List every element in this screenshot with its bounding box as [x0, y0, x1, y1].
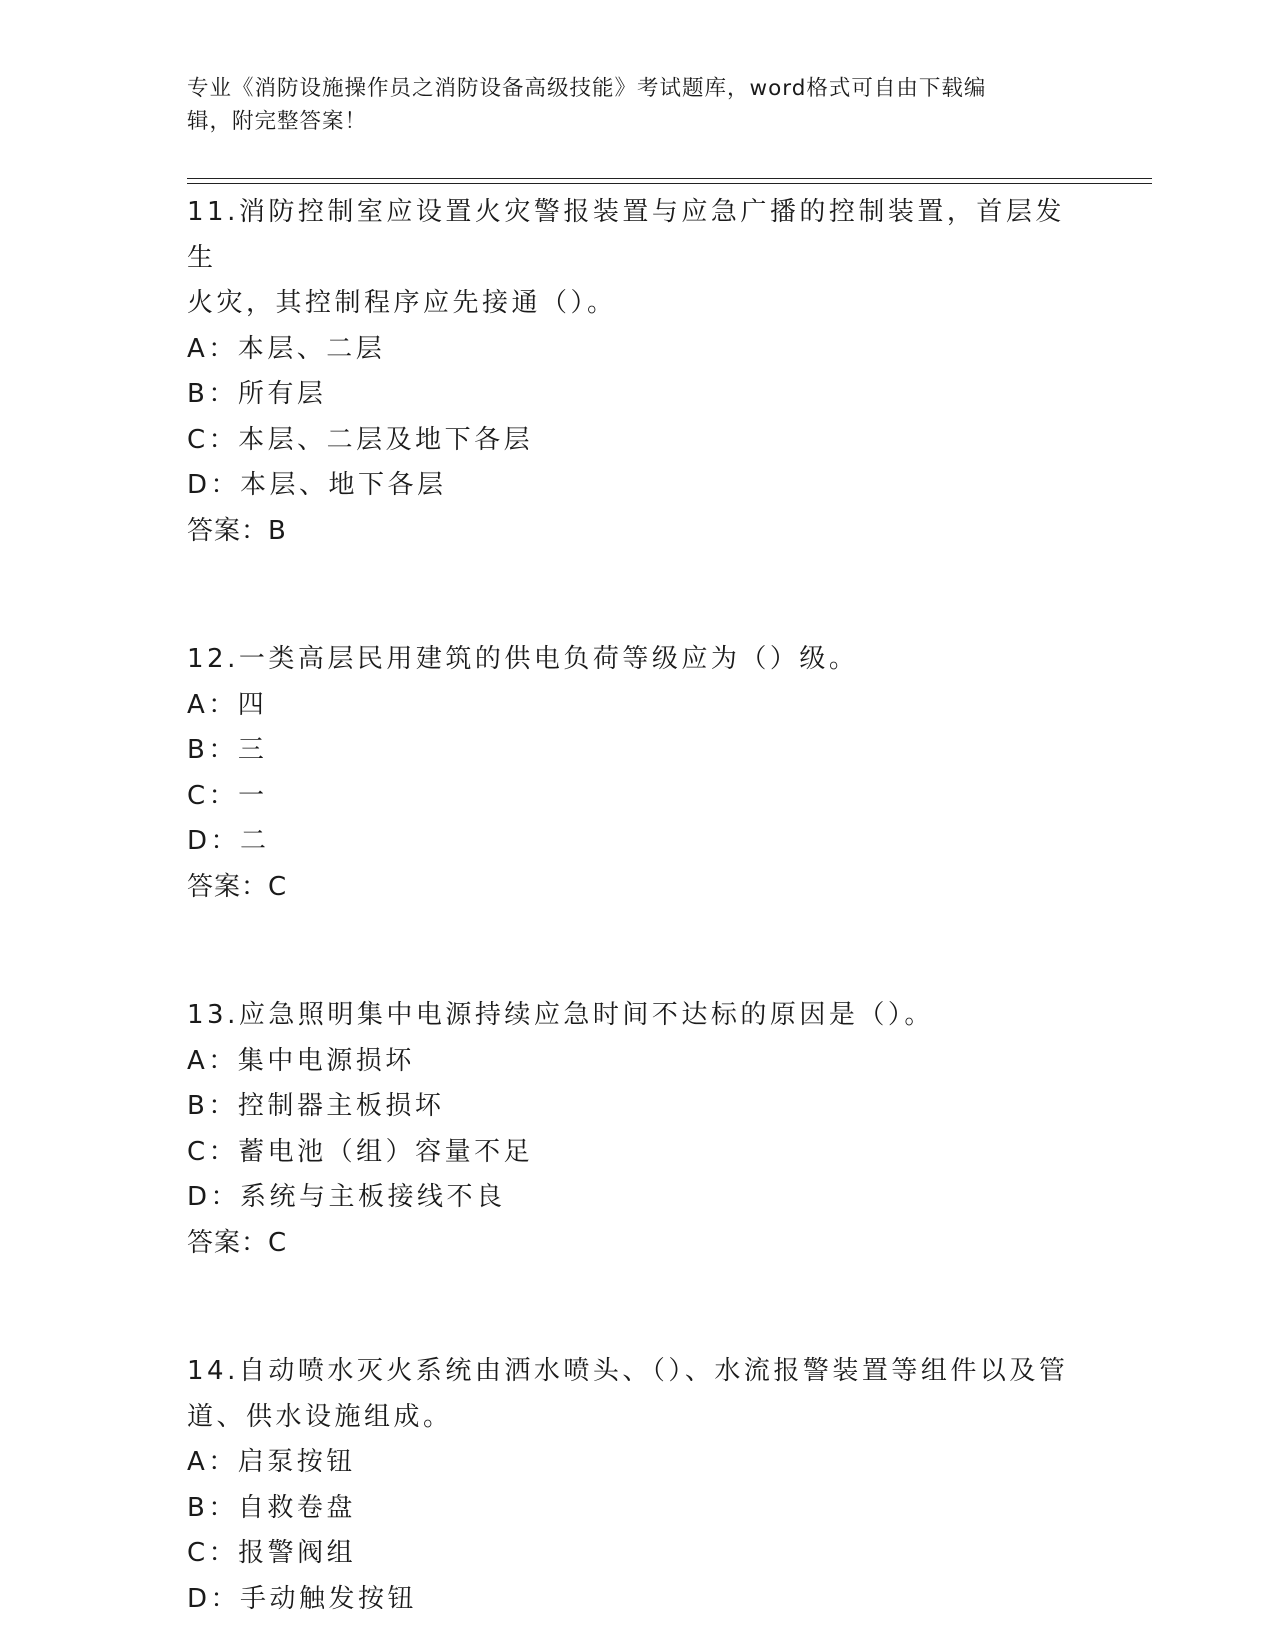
option-a: A：启泵按钮	[187, 1447, 356, 1477]
option-d: D：手动触发按钮	[187, 1583, 418, 1614]
option-d: D：本层、地下各层	[187, 470, 447, 500]
option-b: B：自救卷盘	[187, 1492, 356, 1523]
header-line-1: 专业《消防设施操作员之消防设备高级技能》考试题库，word格式可自由下载编	[187, 76, 987, 101]
question-spacer	[187, 910, 1087, 993]
question-text-line: 11.消防控制室应设置火灾警报装置与应急广播的控制装置，首层发生	[187, 197, 1065, 273]
option-c: C：报警阀组	[187, 1538, 357, 1568]
question-12	[187, 637, 1087, 910]
question-14	[187, 1349, 1087, 1622]
option-d: D：系统与主板接线不良	[187, 1182, 506, 1212]
option-c: C：一	[187, 780, 268, 811]
question-text-line: 火灾，其控制程序应先接通（）。	[187, 288, 617, 318]
option-d: D：二	[187, 826, 270, 856]
option-c: C：本层、二层及地下各层	[187, 424, 534, 455]
option-b: B：三	[187, 735, 268, 765]
question-spacer	[187, 554, 1087, 637]
question-list	[187, 190, 1087, 1622]
question-13	[187, 993, 1087, 1266]
question-11	[187, 190, 1087, 554]
question-text-line: 道、供水设施组成。	[187, 1401, 453, 1432]
question-text-line: 12.一类高层民用建筑的供电负荷等级应为（）级。	[187, 644, 859, 674]
option-a: A：四	[187, 689, 268, 720]
document-header	[187, 72, 1067, 138]
question-spacer	[187, 1266, 1087, 1349]
answer-label: 答案：C	[187, 1227, 288, 1258]
option-a: A：本层、二层	[187, 333, 386, 364]
answer-label: 答案：C	[187, 871, 288, 902]
header-rule-bottom	[187, 183, 1152, 184]
header-rule-top	[187, 178, 1152, 179]
option-b: B：控制器主板损坏	[187, 1091, 445, 1121]
answer-label: 答案：B	[187, 515, 287, 546]
question-text	[187, 190, 1077, 327]
question-text-line: 13.应急照明集中电源持续应急时间不达标的原因是（）。	[187, 1000, 934, 1030]
header-line-2: 辑，附完整答案！	[187, 109, 368, 134]
option-a: A：集中电源损坏	[187, 1045, 415, 1076]
question-text	[187, 1349, 1077, 1440]
option-b: B：所有层	[187, 379, 327, 409]
question-text	[187, 637, 1077, 683]
option-c: C：蓄电池（组）容量不足	[187, 1136, 534, 1167]
question-text	[187, 993, 1077, 1039]
question-text-line: 14.自动喷水灭火系统由洒水喷头、（）、水流报警装置等组件以及管	[187, 1356, 1069, 1386]
